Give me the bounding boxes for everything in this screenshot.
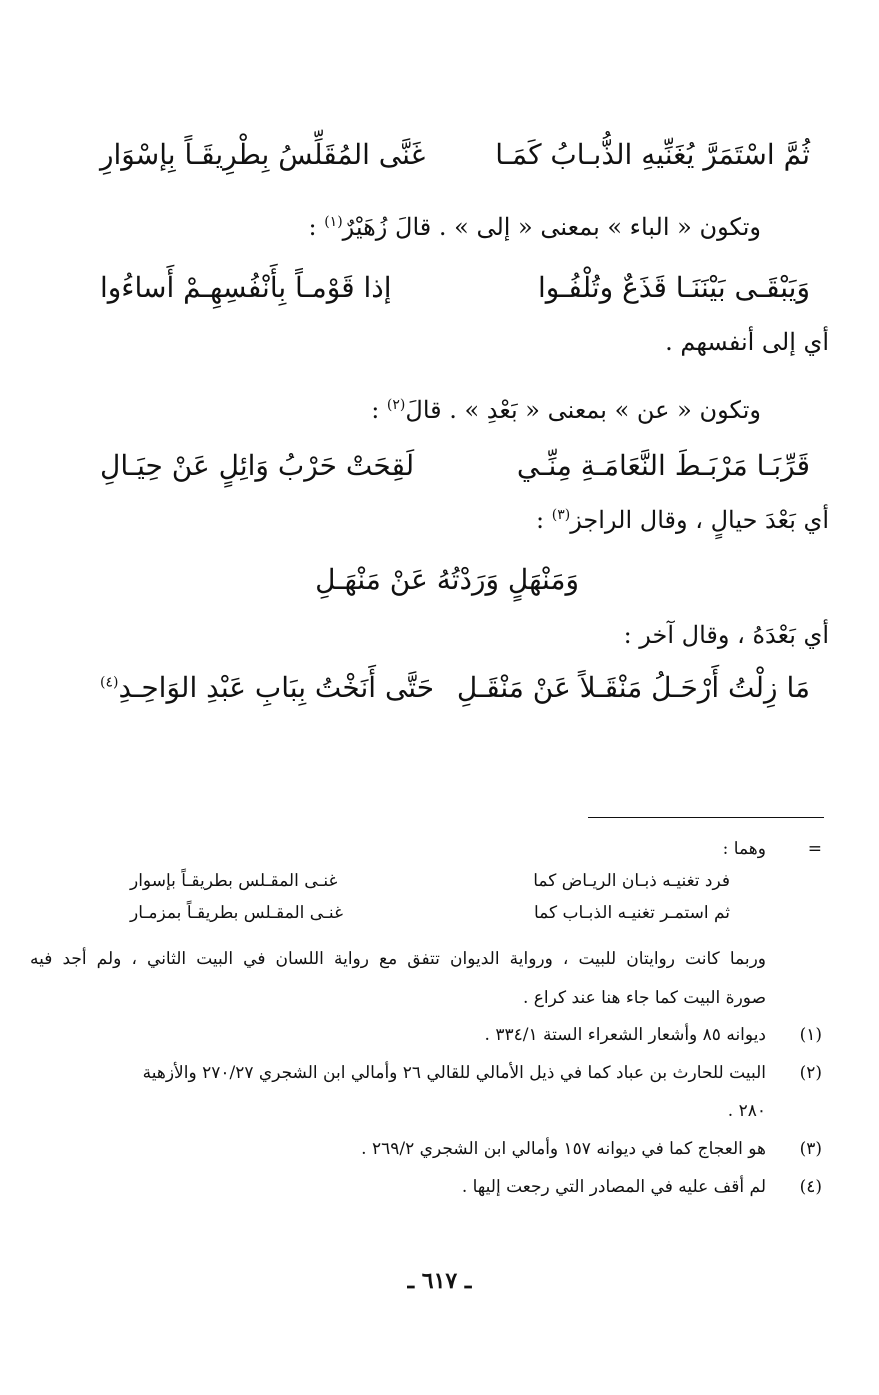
footnote-ref-3: (٣): [551, 507, 571, 523]
verse-3-second-hemistich: لَقِحَتْ حَرْبُ وَائِلٍ عَنْ حِيَـالِ: [100, 449, 415, 482]
footnote-number: (٢): [799, 1063, 822, 1083]
rajaz-line: وَمَنْهَلٍ وَرَدْتُهُ عَنْ مَنْهَـلِ: [315, 563, 579, 596]
paragraph-text: وتكون « الباء » بمعنى « إلى » . قالَ زُهَيْرٌ: [342, 213, 761, 241]
paragraph-text: وتكون « عن » بمعنى « بَعْدِ » . قالَ: [405, 396, 761, 424]
footnote-continuation-label: وهما :: [722, 839, 766, 859]
footnote-note-line-1: وربما كانت روايتان للبيت ، ورواية الديوان تتفق مع رواية اللسان في البيت الثاني ، ولم أجد فيه: [30, 949, 766, 969]
footnote-verse-2-first: ثم استمـر تغنيـه الذبـاب كما: [533, 903, 730, 923]
verse-3-first-hemistich: قَرِّبَـا مَرْبَـطَ النَّعَامَـةِ مِنِّـي: [516, 449, 810, 482]
verse-2: [100, 268, 810, 308]
footnote-text: لم أقف عليه في المصادر التي رجعت إليها .: [461, 1177, 766, 1197]
verse-1-first-hemistich: ثُمَّ اسْتَمَرَّ يُغَنِّيهِ الذُّبـابُ كَمَـا: [495, 138, 810, 171]
verse-2-first-hemistich: وَيَبْقَـى بَيْنَنَـا قَذَعٌ وتُلْفُـوا: [537, 271, 810, 304]
footnote-number: (٣): [799, 1139, 822, 1159]
footnote-text: هو العجاج كما في ديوانه ١٥٧ وأمالي ابن الشجري ٢٦٩/٢ .: [361, 1139, 766, 1159]
verse-4-first-hemistich: مَا زِلْتُ أَرْحَـلُ مَنْقَـلاً عَنْ مَنْقَـلِ: [456, 671, 810, 704]
paragraph-ba-meaning: [308, 210, 761, 244]
footnote-ref-1: (١): [324, 214, 343, 230]
footnote-text: ديوانه ٨٥ وأشعار الشعراء الستة ٣٣٤/١ .: [484, 1025, 766, 1045]
footnote-verse-1: [130, 868, 730, 894]
verse-1: [100, 135, 810, 175]
footnote-note-line-2: صورة البيت كما جاء هنا عند كراع .: [522, 988, 766, 1008]
verse-4: [100, 668, 810, 708]
paragraph-text: أي بَعْدَ حيالٍ ، وقال الراجز: [570, 506, 829, 534]
page-number: ـ ٦١٧ ـ: [407, 1268, 472, 1294]
verse-1-second-hemistich: غَنَّى المُقَلِّسُ بِطْرِيقَـاً بِإسْوَارِ: [100, 138, 426, 171]
footnote-ref-2: (٢): [386, 397, 406, 413]
footnote-verse-1-second: غنـى المقـلس بطريقـاً بإسوار: [130, 871, 338, 891]
footnote-verse-2: [130, 900, 730, 926]
paragraph-explanation-2: [536, 503, 829, 537]
paragraph-an-meaning: [371, 393, 761, 427]
footnote-ref-4: (٤): [100, 674, 119, 691]
verse-2-second-hemistich: إذا قَوْمـاً بِأَنْفُسِهِـمْ أَساءُوا: [100, 271, 392, 304]
paragraph-colon: :: [536, 506, 552, 534]
footnote-continuation-mark: =: [807, 839, 822, 859]
footnote-separator: [588, 817, 824, 818]
footnote-number: (٤): [799, 1177, 822, 1197]
footnote-number: (١): [799, 1025, 822, 1045]
verse-3: [100, 446, 810, 486]
footnote-text-line-2: ٢٨٠ .: [727, 1101, 766, 1121]
footnote-verse-2-second: غنـى المقـلس بطريقـاً بمزمـار: [130, 903, 343, 923]
paragraph-explanation-1: أي إلى أنفسهم .: [665, 328, 829, 356]
footnote-text-line-1: البيت للحارث بن عباد كما في ذيل الأمالي للقالي ٢٦ وأمالي ابن الشجري ٢٧٠/٢٧ والأزهية: [142, 1063, 766, 1083]
hemistich-text: حَتَّى أَنَخْتُ بِبَابِ عَبْدِ الوَاحِـدِ: [118, 671, 435, 704]
footnote-verse-1-first: فرد تغنيـه ذبـان الريـاض كما: [533, 871, 730, 891]
verse-4-second-hemistich: [100, 668, 434, 708]
paragraph-colon: :: [371, 396, 387, 424]
paragraph-explanation-3: أي بَعْدَهُ ، وقال آخر :: [623, 621, 829, 649]
paragraph-colon: :: [308, 213, 325, 241]
